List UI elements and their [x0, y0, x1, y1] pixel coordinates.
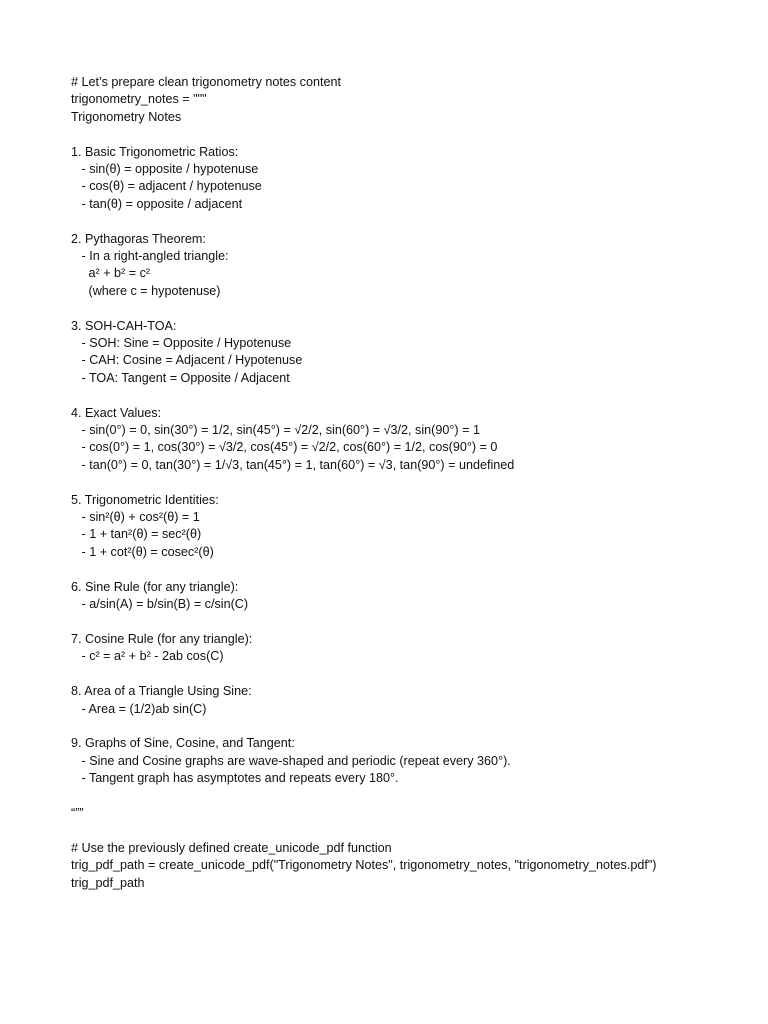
code-line: trig_pdf_path = create_unicode_pdf("Trigonometry Notes", trigonometry_notes, "trigonometry_notes.pdf")	[71, 858, 657, 873]
bullet-line: - 1 + tan²(θ) = sec²(θ)	[71, 527, 202, 542]
blank-line	[71, 614, 751, 631]
blank-line	[71, 300, 751, 317]
bullet-line: - tan(θ) = opposite / adjacent	[71, 196, 243, 211]
bullet-line: - Area = (1/2)ab sin(C)	[71, 701, 207, 716]
code-line: trigonometry_notes = """	[71, 92, 207, 107]
document-page	[71, 74, 751, 892]
formula-line: a² + b² = c²	[71, 266, 151, 281]
section-heading: 1. Basic Trigonometric Ratios:	[71, 144, 239, 159]
blank-line	[71, 718, 751, 735]
section-heading: 3. SOH-CAH-TOA:	[71, 318, 177, 333]
blank-line	[71, 666, 751, 683]
bullet-line: - cos(0°) = 1, cos(30°) = √3/2, cos(45°) = √2/2, cos(60°) = 1/2, cos(90°) = 0	[71, 440, 498, 455]
blank-line	[71, 474, 751, 491]
bullet-line: - In a right-angled triangle:	[71, 249, 229, 264]
comment-line: # Use the previously defined create_unicode_pdf function	[71, 840, 392, 855]
code-line: trig_pdf_path	[71, 875, 145, 890]
blank-line	[71, 561, 751, 578]
section-heading: 2. Pythagoras Theorem:	[71, 231, 206, 246]
bullet-line: - Sine and Cosine graphs are wave-shaped and periodic (repeat every 360°).	[71, 753, 511, 768]
section-heading: 5. Trigonometric Identities:	[71, 492, 219, 507]
bullet-line: - sin(0°) = 0, sin(30°) = 1/2, sin(45°) = √2/2, sin(60°) = √3/2, sin(90°) = 1	[71, 423, 480, 438]
blank-line	[71, 213, 751, 230]
blank-line	[71, 126, 751, 143]
bullet-line: - tan(0°) = 0, tan(30°) = 1/√3, tan(45°) = 1, tan(60°) = √3, tan(90°) = undefined	[71, 457, 515, 472]
bullet-line: - SOH: Sine = Opposite / Hypotenuse	[71, 336, 292, 351]
comment-line: # Let’s prepare clean trigonometry notes content	[71, 75, 341, 89]
blank-line	[71, 788, 751, 805]
bullet-line: - c² = a² + b² - 2ab cos(C)	[71, 649, 224, 664]
closing-quotes: “””	[71, 805, 84, 820]
bullet-line: - 1 + cot²(θ) = cosec²(θ)	[71, 544, 214, 559]
bullet-line: - cos(θ) = adjacent / hypotenuse	[71, 179, 262, 194]
formula-note: (where c = hypotenuse)	[71, 283, 221, 298]
section-heading: 7. Cosine Rule (for any triangle):	[71, 631, 253, 646]
notes-title: Trigonometry Notes	[71, 109, 182, 124]
bullet-line: - sin(θ) = opposite / hypotenuse	[71, 162, 259, 177]
section-heading: 6. Sine Rule (for any triangle):	[71, 579, 239, 594]
bullet-line: - TOA: Tangent = Opposite / Adjacent	[71, 370, 290, 385]
bullet-line: - CAH: Cosine = Adjacent / Hypotenuse	[71, 353, 303, 368]
bullet-line: - sin²(θ) + cos²(θ) = 1	[71, 510, 200, 525]
section-heading: 9. Graphs of Sine, Cosine, and Tangent:	[71, 736, 295, 751]
section-heading: 8. Area of a Triangle Using Sine:	[71, 684, 252, 699]
blank-line	[71, 387, 751, 404]
bullet-line: - Tangent graph has asymptotes and repeats every 180°.	[71, 771, 399, 786]
section-heading: 4. Exact Values:	[71, 405, 162, 420]
blank-line	[71, 822, 751, 839]
bullet-line: - a/sin(A) = b/sin(B) = c/sin(C)	[71, 597, 249, 612]
